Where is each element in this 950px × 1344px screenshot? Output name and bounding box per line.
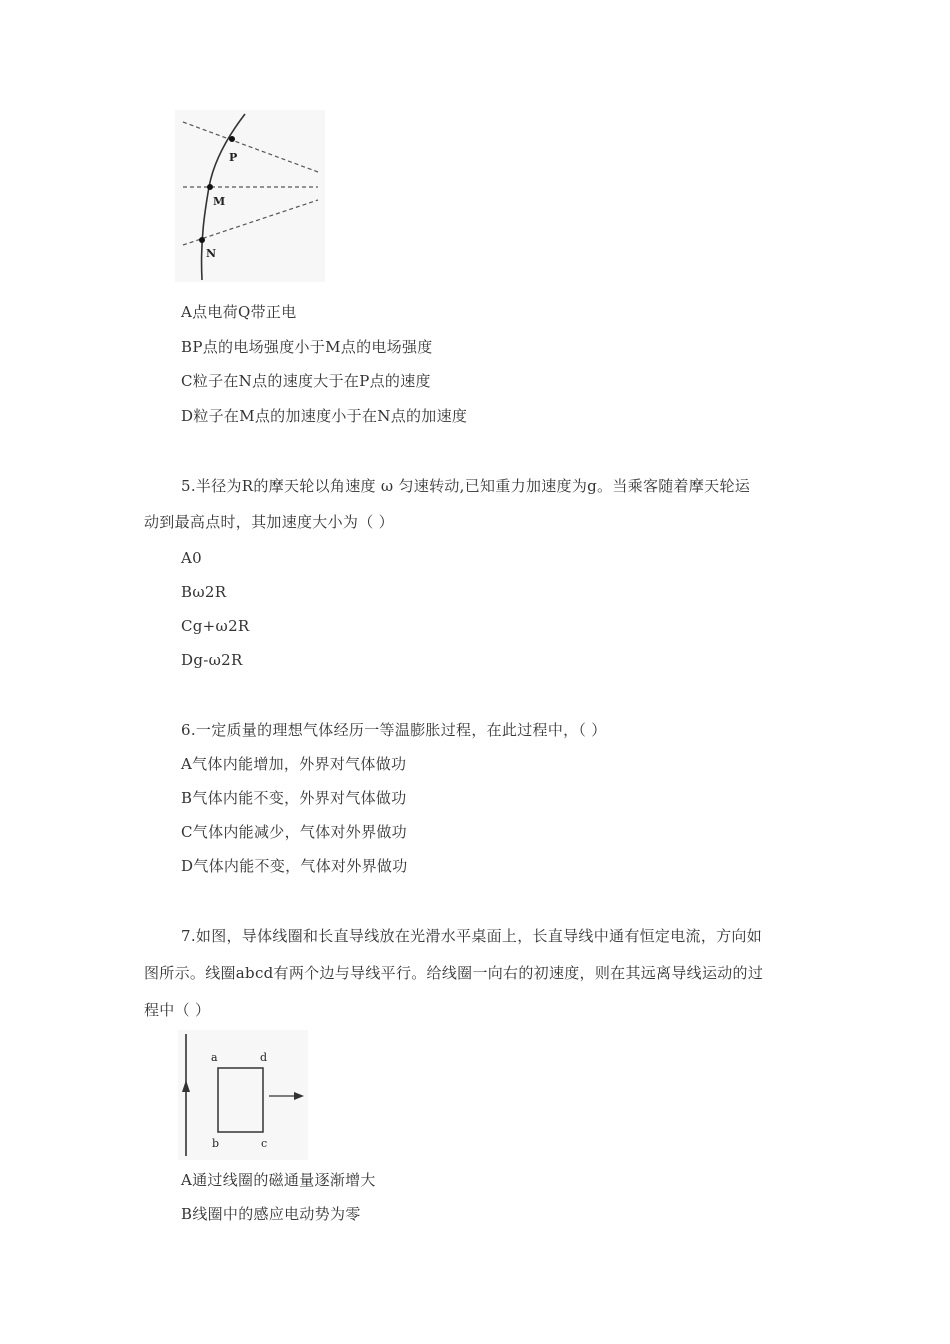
q5-option-d: Dg-ω2R bbox=[181, 651, 243, 669]
trajectory-figure bbox=[175, 110, 325, 282]
label-c: c bbox=[261, 1137, 268, 1150]
q4-option-b: BP点的电场强度小于M点的电场强度 bbox=[181, 338, 433, 356]
q6-option-d: D气体内能不变，气体对外界做功 bbox=[181, 857, 408, 875]
point-p bbox=[229, 136, 235, 142]
point-n bbox=[199, 237, 205, 243]
label-b: b bbox=[212, 1137, 220, 1150]
q6-option-a: A气体内能增加，外界对气体做功 bbox=[181, 755, 407, 773]
q7-stem-line-1: 7.如图，导体线圈和长直导线放在光滑水平桌面上，长直导线中通有恒定电流，方向如 bbox=[181, 927, 763, 945]
label-n: N bbox=[206, 247, 217, 260]
q4-option-d: D粒子在M点的加速度小于在N点的加速度 bbox=[181, 407, 468, 425]
label-p: P bbox=[229, 151, 238, 164]
q6-option-b: B气体内能不变，外界对气体做功 bbox=[181, 789, 407, 807]
q5-option-a: A0 bbox=[181, 549, 202, 567]
label-d: d bbox=[260, 1051, 268, 1064]
point-m bbox=[207, 184, 213, 190]
q7-option-a: A通过线圈的磁通量逐渐增大 bbox=[181, 1171, 376, 1189]
q5-stem-line-1: 5.半径为R的摩天轮以角速度 ω 匀速转动,已知重力加速度为g。当乘客随着摩天轮运 bbox=[181, 477, 751, 495]
q4-option-a: A点电荷Q带正电 bbox=[181, 303, 297, 321]
label-m: M bbox=[213, 195, 226, 208]
q7-stem-line-3: 程中（ ） bbox=[144, 1001, 211, 1019]
q7-option-b: B线圈中的感应电动势为零 bbox=[181, 1205, 361, 1223]
q5-option-c: Cg+ω2R bbox=[181, 617, 250, 635]
q5-option-b: Bω2R bbox=[181, 583, 227, 601]
q6-option-c: C气体内能减少，气体对外界做功 bbox=[181, 823, 407, 841]
q4-option-c: C粒子在N点的速度大于在P点的速度 bbox=[181, 372, 431, 390]
q5-stem-line-2: 动到最高点时，其加速度大小为（ ） bbox=[144, 513, 394, 531]
q6-stem: 6.一定质量的理想气体经历一等温膨胀过程，在此过程中，（ ） bbox=[181, 721, 607, 739]
coil-wire-figure bbox=[178, 1030, 308, 1160]
q7-stem-line-2: 图所示。线圈abcd有两个边与导线平行。给线圈一向右的初速度，则在其远离导线运动的过 bbox=[144, 964, 764, 982]
label-a: a bbox=[211, 1051, 218, 1064]
